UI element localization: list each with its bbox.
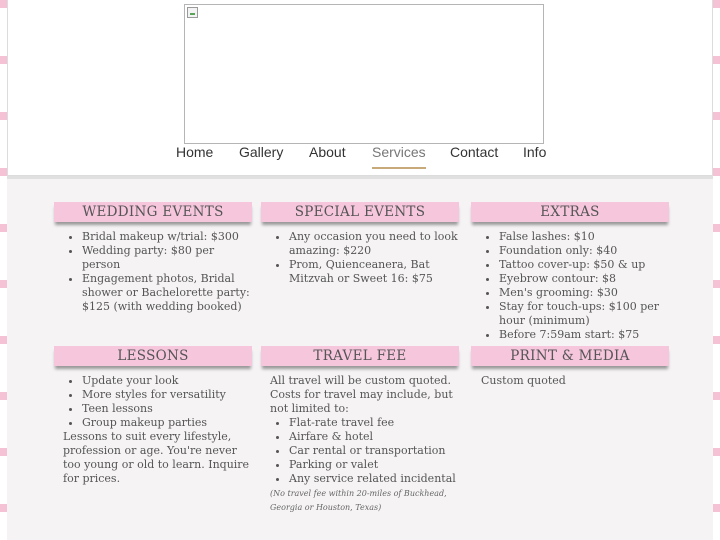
card-lessons: [54, 346, 252, 486]
nav-gallery[interactable]: Gallery: [239, 144, 284, 160]
list-item: • More styles for versatility: [82, 388, 252, 402]
card-title: LESSONS: [54, 346, 252, 366]
site-header: [7, 0, 713, 176]
card-title: PRINT & MEDIA: [471, 346, 669, 366]
card-special-events: [261, 202, 459, 286]
nav-services[interactable]: Services: [372, 144, 426, 160]
travel-note: (No travel fee within 20-miles of Buckhead, Georgia or Houston, Texas): [270, 489, 447, 512]
list-item: • Update your look: [82, 374, 252, 388]
list-item: • Prom, Quienceanera, Bat Mitzvah or Sweet 16: $75: [289, 258, 459, 286]
left-pink-decoration: [0, 0, 7, 540]
nav-info[interactable]: Info: [523, 144, 547, 160]
card-title: SPECIAL EVENTS: [261, 202, 459, 222]
list-item: • Group makeup parties: [82, 416, 252, 430]
list-item: • Airfare & hotel: [289, 430, 459, 444]
extras-list: [471, 230, 669, 342]
list-item: • Teen lessons: [82, 402, 252, 416]
print-text: Custom quoted: [481, 374, 566, 387]
list-item: • Any service related incidental: [289, 472, 459, 486]
list-item: • Eyebrow contour: $8: [499, 272, 669, 286]
list-item: • Foundation only: $40: [499, 244, 669, 258]
list-item: • Engagement photos, Bridal shower or Bachelorette party: $125 (with wedding booked): [82, 272, 252, 314]
card-title: WEDDING EVENTS: [54, 202, 252, 222]
list-item: • Before 7:59am start: $75: [499, 328, 669, 342]
travel-intro: All travel will be custom quoted. Costs for travel may include, but not limited to:: [270, 374, 453, 415]
list-item: • False lashes: $10: [499, 230, 669, 244]
lessons-list: [54, 374, 252, 430]
list-item: • Stay for touch-ups: $100 per hour (minimum): [499, 300, 669, 328]
card-title: EXTRAS: [471, 202, 669, 222]
special-list: [261, 230, 459, 286]
nav-home[interactable]: Home: [176, 144, 214, 160]
card-travel-fee: [261, 346, 459, 515]
right-pink-decoration: [713, 0, 720, 540]
main-nav: [8, 143, 714, 169]
lessons-description: Lessons to suit every lifestyle, profession or age. You're never too young or old to learn. Inquire for prices.: [63, 430, 250, 485]
list-item: • Bridal makeup w/trial: $300: [82, 230, 252, 244]
broken-image-icon: [187, 7, 198, 18]
list-item: • Flat-rate travel fee: [289, 416, 459, 430]
list-item: • Tattoo cover-up: $50 & up: [499, 258, 669, 272]
card-extras: [471, 202, 669, 342]
card-print-media: [471, 346, 669, 388]
card-wedding-events: [54, 202, 252, 314]
travel-list: [261, 416, 459, 486]
nav-contact[interactable]: Contact: [450, 144, 499, 160]
header-logo-image: [184, 4, 544, 144]
services-section: [7, 176, 713, 540]
list-item: • Wedding party: $80 per person: [82, 244, 252, 272]
wedding-list: [54, 230, 252, 314]
list-item: • Any occasion you need to look amazing: $220: [289, 230, 459, 258]
list-item: • Car rental or transportation: [289, 444, 459, 458]
nav-about[interactable]: About: [309, 144, 346, 160]
card-title: TRAVEL FEE: [261, 346, 459, 366]
list-item: • Men's grooming: $30: [499, 286, 669, 300]
list-item: • Parking or valet: [289, 458, 459, 472]
